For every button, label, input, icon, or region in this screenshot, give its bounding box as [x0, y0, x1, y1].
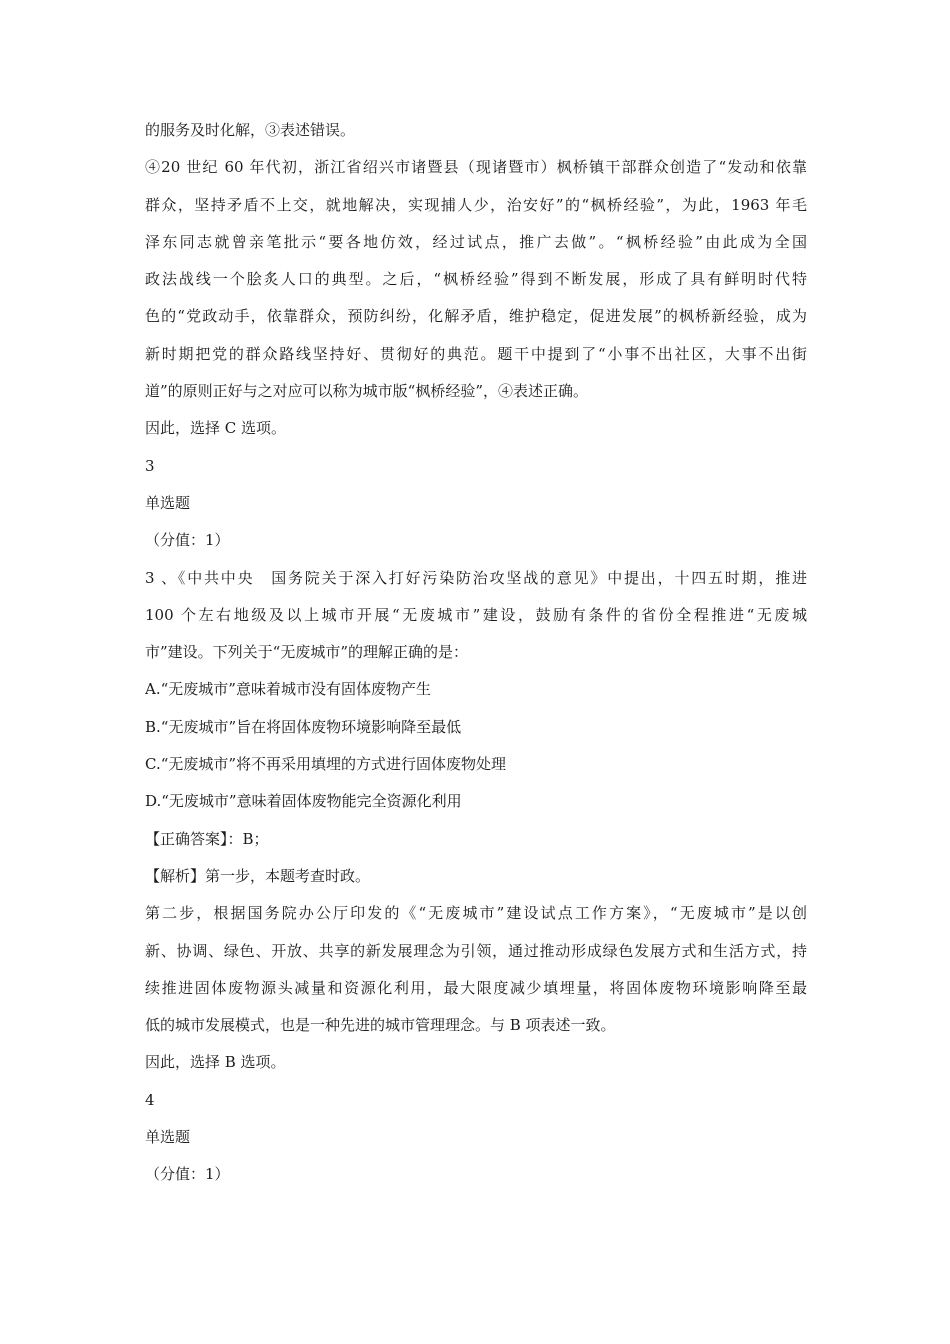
question-score: （分值：1） [145, 1165, 230, 1184]
analysis-text: 低的城市发展模式，也是一种先进的城市管理理念。与 B 项表述一致。 [145, 1016, 616, 1035]
text-line: 政法战线一个脍炙人口的典型。之后，“枫桥经验”得到不断发展，形成了具有鲜明时代特 [145, 270, 807, 289]
analysis-text: 第二步，根据国务院办公厅印发的《“无废城市”建设试点工作方案》，“无废城市”是以创 [145, 904, 807, 923]
option-b: B.“无废城市”旨在将固体废物环境影响降至最低 [145, 717, 462, 736]
question-score: （分值：1） [145, 531, 230, 550]
text-line: 色的“党政动手，依靠群众，预防纠纷，化解矛盾，维护稳定，促进发展”的枫桥新经验，成为 [145, 307, 807, 326]
question-stem: 100 个左右地级及以上城市开展“无废城市”建设，鼓励有条件的省份全程推进“无废城 [145, 605, 807, 624]
question-type: 单选题 [145, 1128, 191, 1147]
answer-conclusion: 因此，选择 B 选项。 [145, 1053, 286, 1072]
text-line: 群众，坚持矛盾不上交，就地解决，实现捕人少，治安好”的“枫桥经验”，为此，1963 年毛 [145, 195, 807, 214]
text-line: ④20 世纪 60 年代初，浙江省绍兴市诸暨县（现诸暨市）枫桥镇干部群众创造了“发动和依靠 [145, 158, 807, 177]
option-d: D.“无废城市”意味着固体废物能完全资源化利用 [145, 792, 462, 811]
question-type: 单选题 [145, 493, 191, 512]
question-stem: 3 、《中共中央 国务院关于深入打好污染防治攻坚战的意见》中提出，十四五时期，推进 [145, 568, 807, 587]
correct-answer: 【正确答案】：B； [145, 829, 269, 848]
text-line: 的服务及时化解，③表述错误。 [145, 121, 356, 139]
option-a: A.“无废城市”意味着城市没有固体废物产生 [145, 680, 431, 699]
text-line: 道”的原则正好与之对应可以称为城市版“枫桥经验”，④表述正确。 [145, 382, 589, 401]
question-number: 4 [145, 1090, 155, 1109]
analysis-text: 续推进固体废物源头减量和资源化利用，最大限度减少填埋量，将固体废物环境影响降至最 [145, 978, 807, 997]
question-stem: 市”建设。下列关于“无废城市”的理解正确的是： [145, 643, 469, 662]
question-number: 3 [145, 456, 155, 475]
text-line: 泽东同志就曾亲笔批示“要各地仿效，经过试点，推广去做”。“枫桥经验”由此成为全国 [145, 232, 807, 251]
option-c: C.“无废城市”将不再采用填埋的方式进行固体废物处理 [145, 755, 507, 774]
analysis-text: 新、协调、绿色、开放、共享的新发展理念为引领，通过推动形成绿色发展方式和生活方式，持 [145, 941, 807, 960]
document-page [145, 112, 807, 1194]
text-line: 新时期把党的群众路线坚持好、贯彻好的典范。题干中提到了“小事不出社区，大事不出街 [145, 344, 807, 363]
analysis-heading: 【解析】第一步，本题考查时政。 [145, 866, 371, 885]
answer-conclusion: 因此，选择 C 选项。 [145, 419, 287, 438]
